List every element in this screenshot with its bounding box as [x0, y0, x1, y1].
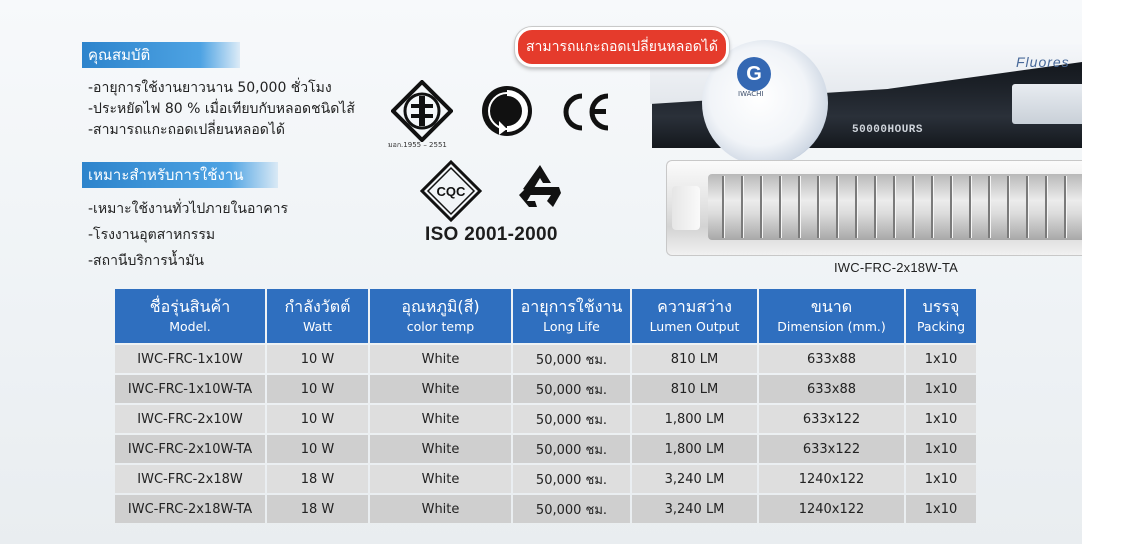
ce-mark-icon — [560, 90, 612, 134]
page-margin — [1082, 0, 1128, 544]
cell-dimension: 1240x122 — [759, 495, 904, 523]
cell-long-life: 50,000 ชม. — [513, 405, 630, 433]
feature-item-replaceable: -สามารถแกะถอดเปลี่ยนหลอดได้ — [88, 122, 286, 138]
feature-item-energy-saving: -ประหยัดไฟ 80 % เมื่อเทียบกับหลอดชนิดไส้ — [88, 101, 355, 117]
col-dimension-th: ขนาด — [810, 297, 853, 316]
col-model — [115, 289, 265, 343]
brand-logo-icon: G — [737, 57, 771, 91]
cell-watt: 18 W — [267, 495, 368, 523]
cell-lumen: 1,800 LM — [632, 435, 757, 463]
table-row — [115, 465, 976, 493]
cell-color-temp: White — [370, 375, 511, 403]
col-packing — [906, 289, 976, 343]
cell-lumen: 1,800 LM — [632, 405, 757, 433]
tis-standard-label: มอก.1955 – 2551 — [388, 141, 447, 149]
col-long-life-th: อายุการใช้งาน — [520, 297, 623, 316]
cell-watt: 18 W — [267, 465, 368, 493]
cell-model: IWC-FRC-2x10W-TA — [115, 435, 265, 463]
usage-heading: เหมาะสำหรับการใช้งาน — [82, 162, 278, 188]
brand-name: IWACHI — [738, 90, 764, 98]
cell-model: IWC-FRC-2x18W — [115, 465, 265, 493]
spec-table — [113, 287, 978, 525]
cell-long-life: 50,000 ชม. — [513, 495, 630, 523]
col-color-temp-en: color temp — [406, 319, 475, 334]
cell-color-temp: White — [370, 405, 511, 433]
iso-standard-label: ISO 2001-2000 — [425, 224, 558, 245]
box-hours-text: 50000HOURS — [852, 124, 924, 136]
features-heading: คุณสมบัติ — [82, 42, 240, 68]
table-row — [115, 345, 976, 373]
recycle-icon — [515, 163, 565, 209]
fixture-louver-grille — [712, 176, 1082, 238]
cell-watt: 10 W — [267, 345, 368, 373]
table-row — [115, 405, 976, 433]
col-model-th: ชื่อรุ่นสินค้า — [149, 297, 231, 316]
green-dot-recycle-icon — [481, 85, 533, 137]
cell-packing: 1x10 — [906, 405, 976, 433]
cell-model: IWC-FRC-2x10W — [115, 405, 265, 433]
feature-item-lifetime: -อายุการใช้งานยาวนาน 50,000 ชั่วโมง — [88, 80, 332, 96]
cell-dimension: 633x88 — [759, 345, 904, 373]
usage-item-factory: -โรงงานอุตสาหกรรม — [88, 227, 216, 243]
cell-color-temp: White — [370, 495, 511, 523]
col-long-life-en: Long Life — [543, 319, 600, 334]
cell-lumen: 810 LM — [632, 345, 757, 373]
cell-packing: 1x10 — [906, 375, 976, 403]
features-list — [88, 78, 355, 141]
cell-packing: 1x10 — [906, 345, 976, 373]
cqc-label: CQC — [436, 184, 466, 199]
col-lumen-th: ความสว่าง — [657, 297, 732, 316]
replaceable-lamp-badge: สามารถแกะถอดเปลี่ยนหลอดได้ — [515, 27, 729, 67]
box-fluores-text: Fluores — [1016, 54, 1070, 70]
product-box-window — [1012, 84, 1082, 124]
cell-dimension: 633x122 — [759, 405, 904, 433]
tis-certification-icon — [391, 80, 453, 142]
cell-dimension: 633x88 — [759, 375, 904, 403]
col-color-temp-th: อุณหภูมิ(สี) — [401, 297, 480, 316]
col-dimension-en: Dimension (mm.) — [777, 319, 886, 334]
col-lumen-en: Lumen Output — [649, 319, 740, 334]
cell-model: IWC-FRC-1x10W-TA — [115, 375, 265, 403]
cell-color-temp: White — [370, 435, 511, 463]
table-row — [115, 495, 976, 523]
usage-list — [88, 199, 288, 277]
cell-color-temp: White — [370, 465, 511, 493]
col-color-temp — [370, 289, 511, 343]
cell-lumen: 3,240 LM — [632, 465, 757, 493]
col-model-en: Model. — [169, 319, 211, 334]
usage-item-gas-station: -สถานีบริการน้ำมัน — [88, 253, 204, 269]
cell-watt: 10 W — [267, 405, 368, 433]
cell-long-life: 50,000 ชม. — [513, 345, 630, 373]
cell-model: IWC-FRC-2x18W-TA — [115, 495, 265, 523]
cell-model: IWC-FRC-1x10W — [115, 345, 265, 373]
table-row — [115, 435, 976, 463]
spec-table-header — [115, 289, 976, 343]
cell-long-life: 50,000 ชม. — [513, 435, 630, 463]
product-model-caption: IWC-FRC-2x18W-TA — [834, 260, 959, 275]
cell-watt: 10 W — [267, 375, 368, 403]
cell-long-life: 50,000 ชม. — [513, 375, 630, 403]
cell-packing: 1x10 — [906, 465, 976, 493]
cell-dimension: 633x122 — [759, 435, 904, 463]
cell-color-temp: White — [370, 345, 511, 373]
col-lumen — [632, 289, 757, 343]
col-packing-th: บรรจุ — [922, 297, 960, 316]
col-packing-en: Packing — [916, 319, 966, 334]
col-dimension — [759, 289, 904, 343]
table-row — [115, 375, 976, 403]
cell-packing: 1x10 — [906, 435, 976, 463]
cell-watt: 10 W — [267, 435, 368, 463]
cell-lumen: 3,240 LM — [632, 495, 757, 523]
usage-item-indoor: -เหมาะใช้งานทั่วไปภายในอาคาร — [88, 201, 289, 217]
fixture-end-cap — [672, 186, 700, 230]
cell-lumen: 810 LM — [632, 375, 757, 403]
col-watt-en: Watt — [302, 319, 333, 334]
cqc-certification-icon — [420, 160, 482, 222]
col-watt-th: กำลังวัตต์ — [284, 297, 351, 316]
cell-dimension: 1240x122 — [759, 465, 904, 493]
col-watt — [267, 289, 368, 343]
col-long-life — [513, 289, 630, 343]
cell-long-life: 50,000 ชม. — [513, 465, 630, 493]
cell-packing: 1x10 — [906, 495, 976, 523]
